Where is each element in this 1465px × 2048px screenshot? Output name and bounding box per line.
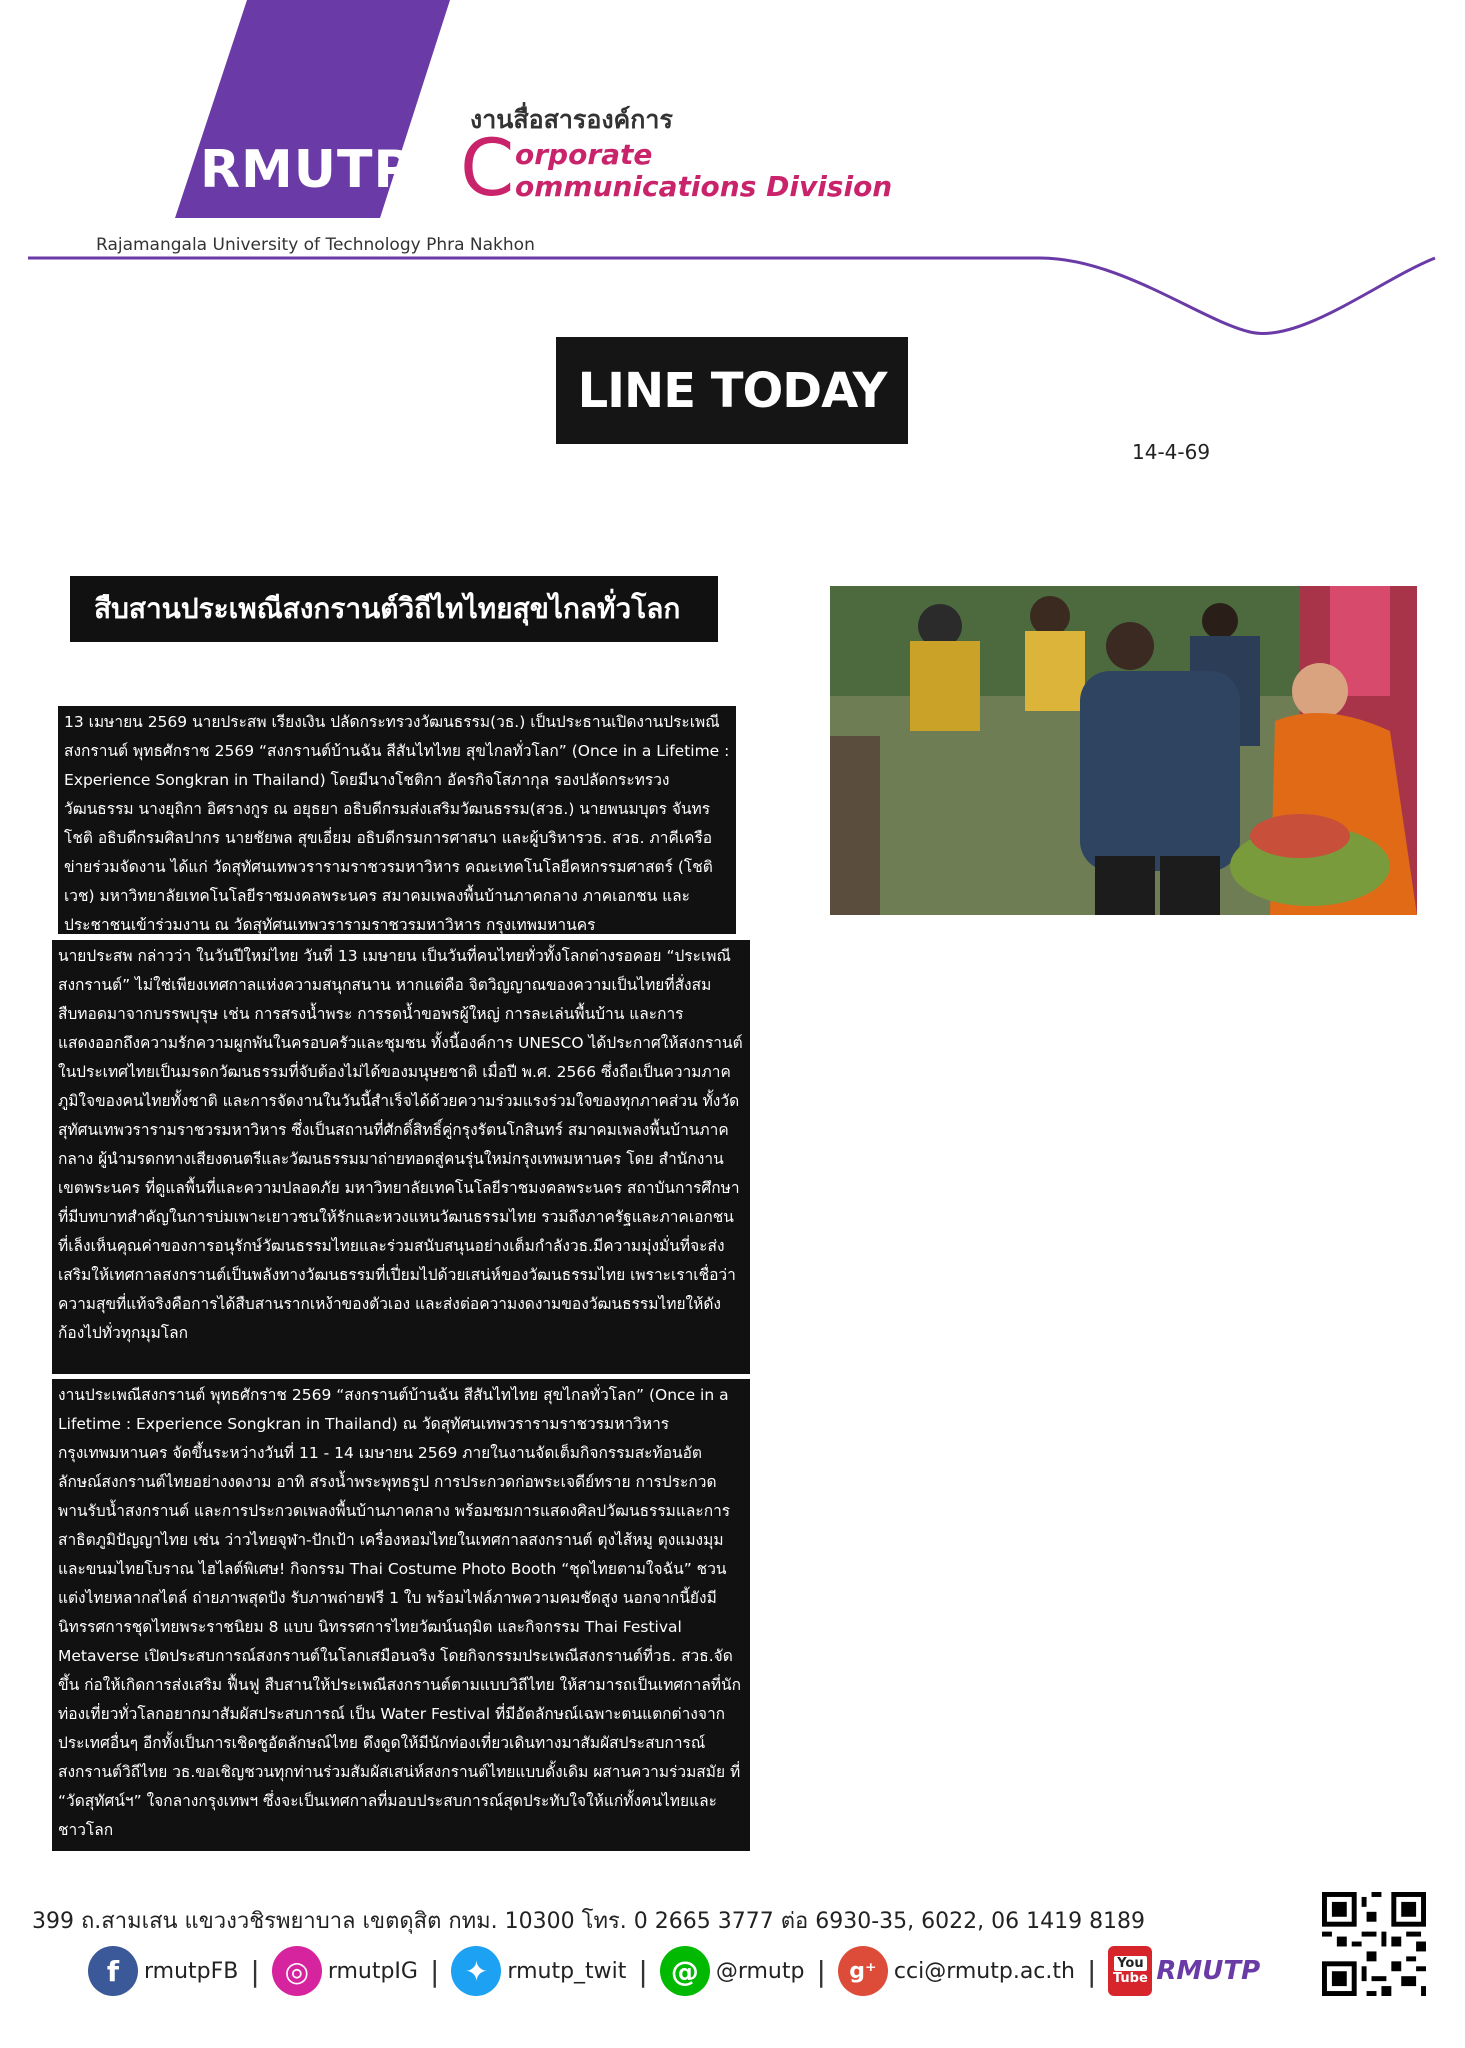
article-paragraph-2: นายประสพ กล่าวว่า ในวันปีใหม่ไทย วันที่ 13 เมษายน เป็นวันที่คนไทยทั่วทั้งโลกต่างรอคอย “ประเพณีสงกรานต์” ไม่ใช่เพียงเทศกาลแห่งความสนุกสนาน หากแต่คือ จิตวิญญาณของความเป็นไทยที่สั่งสมสืบทอดมาจากบรรพบุรุษ เช่น การสรงน้ำพระ การรดน้ำขอพรผู้ใหญ่ การละเล่นพื้นบ้าน และการแสดงออกถึงความรักความผูกพันในครอบครัวและชุมชน ทั้งนี้องค์การ UNESCO ได้ประกาศให้สงกรานต์ในประเทศไทยเป็นมรดกวัฒนธรรมที่จับต้องไม่ได้ของมนุษยชาติ เมื่อปี พ.ศ. 2566 ซึ่งถือเป็นความภาคภูมิใจของคนไทยทั้งชาติ และการจัดงานในวันนี้สำเร็จได้ด้วยความร่วมแรงร่วมใจของทุกภาคส่วน ทั้งวัดสุทัศนเทพวรารามราชวรมหาวิหาร ซึ่งเป็นสถานที่ศักดิ์สิทธิ์คู่กรุงรัตนโกสินทร์ สมาคมเพลงพื้นบ้านภาคกลาง ผู้นำมรดกทางเสียงดนตรีและวัฒนธรรมมาถ่ายทอดสู่คนรุ่นใหม่กรุงเทพมหานคร โดย สำนักงานเขตพระนคร ที่ดูแลพื้นที่และความปลอดภัย มหาวิทยาลัยเทคโนโลยีราชมงคลพระนคร สถาบันการศึกษาที่มีบทบาทสำคัญในการบ่มเพาะเยาวชนให้รักและหวงแหนวัฒนธรรมไทย รวมถึงภาครัฐและภาคเอกชนที่เล็งเห็นคุณค่าของการอนุรักษ์วัฒนธรรมไทยและร่วมสนับสนุนอย่างเต็มกำลังวธ.มีความมุ่งมั่นที่จะส่งเสริมให้เทศกาลสงกรานต์เป็นพลังทางวัฒนธรรมที่เปี่ยมไปด้วยเสน่ห์ของวัฒนธรรมไทย เพราะเราเชื่อว่า ความสุขที่แท้จริงคือการได้สืบสานรากเหง้าของตัวเอง และส่งต่อความงดงามของวัฒนธรรมไทยให้ดังก้องไปทั่วทุกมุมโลก [52,940,750,1374]
social-instagram-label: rmutpIG [327,1958,418,1984]
rmutp-logo-text: RMUTP [200,140,413,200]
social-line-label: @rmutp [715,1958,805,1984]
social-twitter-label: rmutp_twit [507,1958,627,1984]
youtube-label: RMUTP [1156,1956,1261,1986]
social-facebook-label: rmutpFB [144,1958,239,1984]
source-logo-line-today [556,337,908,444]
social-email-label: cci@rmutp.ac.th [893,1958,1075,1984]
social-line[interactable] [660,1946,805,1996]
university-name: Rajamangala University of Technology Phra Nakhon [96,235,535,255]
division-line-2: ommunications Division [515,170,893,203]
article-paragraph-3: งานประเพณีสงกรานต์ พุทธศักราช 2569 “สงกรานต์บ้านฉัน สีสันไทไทย สุขไกลทั่วโลก” (Once in a Lifetime : Experience Songkran in Thailand) ณ วัดสุทัศนเทพวรารามราชวรมหาวิหาร กรุงเทพมหานคร จัดขึ้นระหว่างวันที่ 11 - 14 เมษายน 2569 ภายในงานจัดเต็มกิจกรรมสะท้อนอัตลักษณ์สงกรานต์ไทยอย่างงดงาม อาทิ สรงน้ำพระพุทธรูป การประกวดก่อพระเจดีย์ทราย การประกวดพานรับน้ำสงกรานต์ และการประกวดเพลงพื้นบ้านภาคกลาง พร้อมชมการแสดงศิลปวัฒนธรรมและการสาธิตภูมิปัญญาไทย เช่น ว่าวไทยจุฬา-ปักเป้า เครื่องหอมไทยในเทศกาลสงกรานต์ ตุงไส้หมู ตุงแมงมุม และขนมไทยโบราณ ไฮไลต์พิเศษ! กิจกรรม Thai Costume Photo Booth “ชุดไทยตามใจฉัน” ชวนแต่งไทยหลากสไตล์ ถ่ายภาพสุดปัง รับภาพถ่ายฟรี 1 ใบ พร้อมไฟล์ภาพความคมชัดสูง นอกจากนี้ยังมีนิทรรศการชุดไทยพระราชนิยม 8 แบบ นิทรรศการไทยวัฒน์นฤมิต และกิจกรรม Thai Festival Metaverse เปิดประสบการณ์สงกรานต์ในโลกเสมือนจริง โดยกิจกรรมประเพณีสงกรานต์ที่วธ. สวธ.จัดขึ้น ก่อให้เกิดการส่งเสริม ฟื้นฟู สืบสานให้ประเพณีสงกรานต์ตามแบบวิถีไทย ให้สามารถเป็นเทศกาลที่นักท่องเที่ยวทั่วโลกอยากมาสัมผัสประสบการณ์ เป็น Water Festival ที่มีอัตลักษณ์เฉพาะตนแตกต่างจากประเทศอื่นๆ อีกทั้งเป็นการเชิดชูอัตลักษณ์ไทย ดึงดูดให้มีนักท่องเที่ยวเดินทางมาสัมผัสประสบการณ์สงกรานต์วิถีไทย วธ.ขอเชิญชวนทุกท่านร่วมสัมผัสเสน่ห์สงกรานต์ไทยแบบดั้งเดิม ผสานความร่วมสมัย ที่ “วัดสุทัศน์ฯ” ใจกลางกรุงเทพฯ ซึ่งจะเป็นเทศกาลที่มอบประสบการณ์สุดประทับใจให้แก่ทั้งคนไทยและชาวโลก [52,1379,750,1851]
social-instagram[interactable] [272,1946,418,1996]
social-twitter[interactable] [451,1946,626,1996]
instagram-icon: ◎ [272,1946,322,1996]
article-headline: สืบสานประเพณีสงกรานต์วิถีไทไทยสุขไกลทั่วโลก [70,576,718,642]
division-line-1: orporate [515,138,653,171]
article-photo [830,586,1417,915]
google-plus-icon: g⁺ [838,1946,888,1996]
facebook-icon: f [88,1946,138,1996]
social-facebook[interactable] [88,1946,238,1996]
header-swoosh-line [0,240,1465,350]
publish-date: 14-4-69 [1132,440,1211,464]
division-thai-name: งานสื่อสารองค์การ [470,105,673,134]
twitter-icon: ✦ [451,1946,501,1996]
footer-social-row: f rmutpFB | ◎ rmutpIG | ✦ rmutp_twit | @ @rmutp | g⁺ cci@rmutp.ac.th | You Tube RMUTP [88,1946,1260,1996]
social-email[interactable] [838,1946,1075,1996]
division-c-letter: C [460,124,515,214]
line-icon: @ [660,1946,710,1996]
youtube-icon: You Tube [1108,1946,1152,1996]
social-youtube[interactable] [1108,1946,1260,1996]
footer-address: 399 ถ.สามเสน แขวงวชิรพยาบาล เขตดุสิต กทม. 10300 โทร. 0 2665 3777 ต่อ 6930-35, 6022, 06 1419 8189 [32,1909,1146,1934]
qr-code-icon [1322,1892,1426,1996]
article-paragraph-1: 13 เมษายน 2569 นายประสพ เรียงเงิน ปลัดกระทรวงวัฒนธรรม(วธ.) เป็นประธานเปิดงานประเพณีสงกรานต์ พุทธศักราช 2569 “สงกรานต์บ้านฉัน สีสันไทไทย สุขไกลทั่วโลก” (Once in a Lifetime : Experience Songkran in Thailand) โดยมีนางโชติกา อัครกิจโสภากุล รองปลัดกระทรวงวัฒนธรรม นางยุถิกา อิศรางกูร ณ อยุธยา อธิบดีกรมส่งเสริมวัฒนธรรม(สวธ.) นายพนมบุตร จันทรโชติ อธิบดีกรมศิลปากร นายชัยพล สุขเอี่ยม อธิบดีกรมการศาสนา และผู้บริหารวธ. สวธ. ภาคีเครือข่ายร่วมจัดงาน ได้แก่ วัดสุทัศนเทพวรารามราชวรมหาวิหาร คณะเทคโนโลยีคหกรรมศาสตร์ (โชติเวช) มหาวิทยาลัยเทคโนโลยีราชมงคลพระนคร สมาคมเพลงพื้นบ้านภาคกลาง ภาคเอกชน และประชาชนเข้าร่วมงาน ณ วัดสุทัศนเทพวรารามราชวรมหาวิหาร กรุงเทพมหานคร [58,706,736,934]
source-name: LINE TODAY [577,362,887,419]
